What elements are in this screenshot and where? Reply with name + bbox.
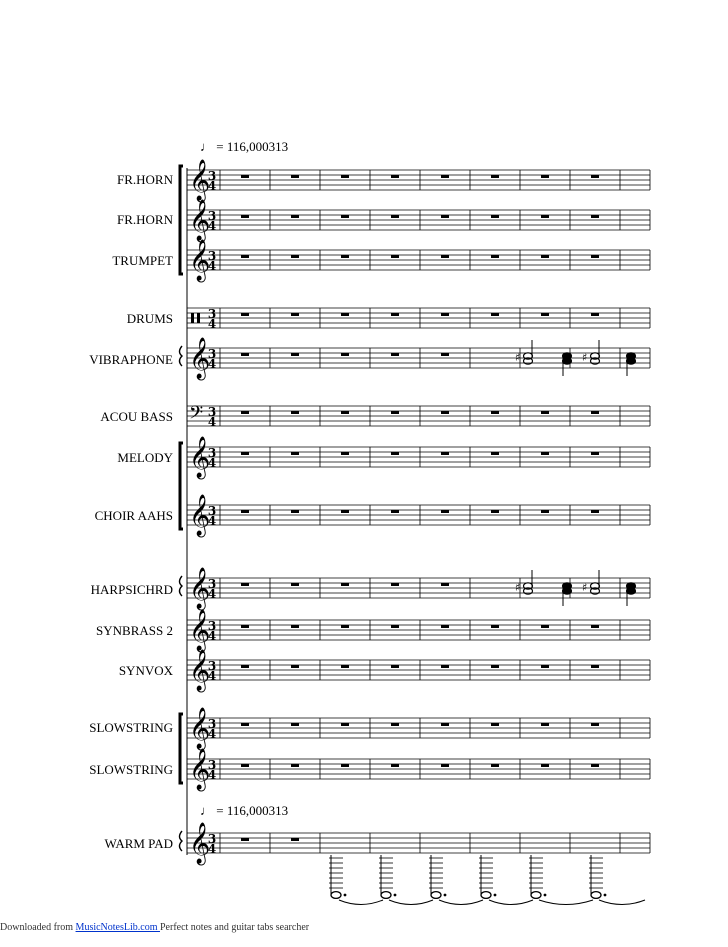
whole-rest bbox=[491, 255, 499, 258]
whole-rest bbox=[591, 764, 599, 767]
time-signature-denominator: 4 bbox=[207, 842, 217, 856]
whole-rest bbox=[391, 510, 399, 513]
whole-rest bbox=[291, 625, 299, 628]
instrument-label: FR.HORN bbox=[117, 212, 173, 227]
instrument-label: SYNBRASS 2 bbox=[96, 623, 173, 638]
time-signature-denominator: 4 bbox=[207, 587, 217, 601]
whole-rest bbox=[341, 452, 349, 455]
time-signature-denominator: 4 bbox=[207, 727, 217, 741]
time-signature-numerator: 3 bbox=[207, 249, 217, 263]
time-signature-numerator: 3 bbox=[207, 504, 217, 518]
whole-rest bbox=[391, 411, 399, 414]
treble-clef-icon: 𝄞 bbox=[189, 568, 211, 609]
whole-rest bbox=[491, 175, 499, 178]
whole-rest bbox=[441, 353, 449, 356]
whole-rest bbox=[491, 411, 499, 414]
whole-rest bbox=[341, 353, 349, 356]
time-signature-denominator: 4 bbox=[207, 629, 217, 643]
time-signature-numerator: 3 bbox=[207, 347, 217, 361]
treble-clef-icon: 𝄞 bbox=[189, 240, 211, 281]
whole-rest bbox=[241, 215, 249, 218]
staff-brace bbox=[180, 346, 183, 366]
whole-rest bbox=[541, 764, 549, 767]
tempo-mark-warm-pad: ♩ = 116,000313 bbox=[200, 803, 289, 818]
whole-rest bbox=[291, 583, 299, 586]
whole-rest bbox=[591, 313, 599, 316]
footer-link[interactable]: MusicNotesLib.com bbox=[75, 922, 160, 933]
time-signature-denominator: 4 bbox=[207, 514, 217, 528]
group-bracket bbox=[180, 166, 183, 274]
whole-rest bbox=[441, 175, 449, 178]
bass-note bbox=[431, 892, 441, 899]
time-signature-denominator: 4 bbox=[207, 219, 217, 233]
whole-rest bbox=[241, 665, 249, 668]
whole-rest bbox=[591, 452, 599, 455]
time-signature-numerator: 3 bbox=[207, 169, 217, 183]
whole-rest bbox=[391, 353, 399, 356]
quarter-note-icon: ♩ bbox=[200, 803, 213, 818]
whole-rest bbox=[591, 625, 599, 628]
tie bbox=[439, 900, 483, 905]
whole-rest bbox=[541, 665, 549, 668]
whole-rest bbox=[391, 215, 399, 218]
whole-rest bbox=[341, 510, 349, 513]
time-signature-denominator: 4 bbox=[207, 357, 217, 371]
whole-rest bbox=[391, 452, 399, 455]
instrument-label: CHOIR AAHS bbox=[94, 508, 173, 523]
chord-note bbox=[627, 358, 636, 364]
footer-suffix: Perfect notes and guitar tabs searcher bbox=[159, 922, 310, 933]
whole-rest bbox=[591, 510, 599, 513]
whole-rest bbox=[491, 313, 499, 316]
whole-rest bbox=[441, 583, 449, 586]
whole-rest bbox=[541, 411, 549, 414]
time-signature-numerator: 3 bbox=[207, 758, 217, 772]
bass-note bbox=[481, 892, 491, 899]
bass-note bbox=[381, 892, 391, 899]
staff-brace bbox=[180, 576, 183, 596]
dot bbox=[494, 894, 497, 897]
time-signature-numerator: 3 bbox=[207, 446, 217, 460]
whole-rest bbox=[291, 452, 299, 455]
footer bbox=[0, 922, 309, 933]
whole-rest bbox=[441, 723, 449, 726]
time-signature-numerator: 3 bbox=[207, 619, 217, 633]
whole-rest bbox=[341, 625, 349, 628]
whole-rest bbox=[391, 313, 399, 316]
tie bbox=[539, 900, 593, 905]
treble-clef-icon: 𝄞 bbox=[189, 650, 211, 691]
whole-rest bbox=[291, 838, 299, 841]
treble-clef-icon: 𝄞 bbox=[189, 338, 211, 379]
time-signature-numerator: 3 bbox=[207, 209, 217, 223]
treble-clef-icon: 𝄞 bbox=[189, 749, 211, 790]
whole-rest bbox=[291, 313, 299, 316]
chord-note bbox=[627, 588, 636, 594]
whole-rest bbox=[541, 452, 549, 455]
whole-rest bbox=[391, 665, 399, 668]
whole-rest bbox=[341, 665, 349, 668]
whole-rest bbox=[341, 175, 349, 178]
instrument-label: SLOWSTRING bbox=[89, 762, 173, 777]
whole-rest bbox=[341, 255, 349, 258]
whole-rest bbox=[541, 215, 549, 218]
whole-rest bbox=[541, 175, 549, 178]
tie bbox=[489, 900, 533, 905]
chord-note bbox=[563, 358, 572, 364]
time-signature-denominator: 4 bbox=[207, 456, 217, 470]
dot bbox=[444, 894, 447, 897]
whole-rest bbox=[391, 764, 399, 767]
whole-rest bbox=[491, 723, 499, 726]
instrument-label: VIBRAPHONE bbox=[89, 352, 173, 367]
whole-rest bbox=[541, 255, 549, 258]
instrument-label: SLOWSTRING bbox=[89, 720, 173, 735]
whole-rest bbox=[241, 411, 249, 414]
whole-rest bbox=[591, 723, 599, 726]
whole-rest bbox=[341, 313, 349, 316]
whole-rest bbox=[591, 665, 599, 668]
whole-rest bbox=[241, 723, 249, 726]
whole-rest bbox=[441, 764, 449, 767]
time-signature-numerator: 3 bbox=[207, 577, 217, 591]
sharp-icon: ♯ bbox=[515, 581, 521, 594]
instrument-label: DRUMS bbox=[126, 311, 173, 326]
time-signature-numerator: 3 bbox=[207, 405, 217, 419]
whole-rest bbox=[341, 723, 349, 726]
time-signature-numerator: 3 bbox=[207, 717, 217, 731]
time-signature-denominator: 4 bbox=[207, 669, 217, 683]
treble-clef-icon: 𝄞 bbox=[189, 495, 211, 536]
whole-rest bbox=[241, 452, 249, 455]
whole-rest bbox=[591, 411, 599, 414]
whole-rest bbox=[241, 625, 249, 628]
whole-rest bbox=[441, 411, 449, 414]
treble-clef-icon: 𝄞 bbox=[189, 708, 211, 749]
whole-rest bbox=[341, 764, 349, 767]
tie bbox=[389, 900, 433, 905]
bass-note bbox=[591, 892, 601, 899]
whole-rest bbox=[541, 625, 549, 628]
whole-rest bbox=[441, 215, 449, 218]
group-bracket bbox=[180, 443, 183, 529]
whole-rest bbox=[441, 510, 449, 513]
treble-clef-icon: 𝄞 bbox=[189, 160, 211, 201]
time-signature-numerator: 3 bbox=[207, 832, 217, 846]
whole-rest bbox=[441, 313, 449, 316]
whole-rest bbox=[291, 353, 299, 356]
whole-rest bbox=[491, 625, 499, 628]
whole-rest bbox=[241, 583, 249, 586]
instrument-label: HARPSICHRD bbox=[90, 582, 173, 597]
dot bbox=[394, 894, 397, 897]
whole-rest bbox=[291, 510, 299, 513]
treble-clef-icon: 𝄞 bbox=[189, 823, 211, 864]
quarter-note-icon: ♩ bbox=[200, 139, 213, 154]
whole-rest bbox=[391, 175, 399, 178]
whole-rest bbox=[591, 255, 599, 258]
whole-rest bbox=[291, 175, 299, 178]
instrument-label: ACOU BASS bbox=[100, 409, 173, 424]
sharp-icon: ♯ bbox=[582, 351, 588, 364]
tempo-mark-top: ♩ = 116,000313 bbox=[200, 139, 289, 154]
footer-prefix: Downloaded from bbox=[0, 922, 74, 933]
whole-rest bbox=[541, 313, 549, 316]
percussion-clef-icon bbox=[191, 313, 194, 323]
whole-rest bbox=[591, 215, 599, 218]
instrument-label: WARM PAD bbox=[104, 836, 173, 851]
whole-rest bbox=[241, 175, 249, 178]
whole-rest bbox=[391, 723, 399, 726]
whole-rest bbox=[491, 665, 499, 668]
time-signature-denominator: 4 bbox=[207, 259, 217, 273]
instrument-label: MELODY bbox=[117, 450, 173, 465]
group-bracket bbox=[180, 714, 183, 783]
whole-rest bbox=[491, 215, 499, 218]
instrument-label: TRUMPET bbox=[112, 253, 173, 268]
whole-rest bbox=[491, 452, 499, 455]
instrument-label: FR.HORN bbox=[117, 172, 173, 187]
staff-brace bbox=[180, 831, 183, 851]
bass-clef-icon: 𝄢 bbox=[189, 403, 204, 428]
tie bbox=[599, 900, 645, 905]
treble-clef-icon: 𝄞 bbox=[189, 610, 211, 651]
whole-rest bbox=[441, 255, 449, 258]
whole-rest bbox=[541, 723, 549, 726]
time-signature-denominator: 4 bbox=[207, 768, 217, 782]
whole-rest bbox=[341, 215, 349, 218]
time-signature-denominator: 4 bbox=[207, 179, 217, 193]
percussion-clef-icon bbox=[197, 313, 200, 323]
bass-note bbox=[531, 892, 541, 899]
whole-rest bbox=[441, 452, 449, 455]
whole-rest bbox=[291, 255, 299, 258]
bass-note bbox=[331, 892, 341, 899]
whole-rest bbox=[491, 764, 499, 767]
whole-rest bbox=[341, 583, 349, 586]
dot bbox=[544, 894, 547, 897]
whole-rest bbox=[541, 510, 549, 513]
treble-clef-icon: 𝄞 bbox=[189, 437, 211, 478]
whole-rest bbox=[441, 665, 449, 668]
whole-rest bbox=[391, 255, 399, 258]
time-signature-denominator: 4 bbox=[207, 415, 217, 429]
treble-clef-icon: 𝄞 bbox=[189, 200, 211, 241]
whole-rest bbox=[291, 764, 299, 767]
whole-rest bbox=[241, 510, 249, 513]
whole-rest bbox=[291, 723, 299, 726]
time-signature-denominator: 4 bbox=[207, 317, 217, 331]
dot bbox=[344, 894, 347, 897]
whole-rest bbox=[591, 175, 599, 178]
whole-rest bbox=[241, 764, 249, 767]
whole-rest bbox=[391, 583, 399, 586]
whole-rest bbox=[291, 665, 299, 668]
whole-rest bbox=[241, 838, 249, 841]
sharp-icon: ♯ bbox=[582, 581, 588, 594]
whole-rest bbox=[291, 411, 299, 414]
sharp-icon: ♯ bbox=[515, 351, 521, 364]
whole-rest bbox=[241, 313, 249, 316]
whole-rest bbox=[391, 625, 399, 628]
tie bbox=[339, 900, 383, 905]
whole-rest bbox=[491, 510, 499, 513]
whole-rest bbox=[291, 215, 299, 218]
chord-note bbox=[563, 588, 572, 594]
instrument-label: SYNVOX bbox=[118, 663, 173, 678]
whole-rest bbox=[441, 625, 449, 628]
time-signature-numerator: 3 bbox=[207, 307, 217, 321]
whole-rest bbox=[341, 411, 349, 414]
time-signature-numerator: 3 bbox=[207, 659, 217, 673]
dot bbox=[604, 894, 607, 897]
whole-rest bbox=[241, 255, 249, 258]
whole-rest bbox=[241, 353, 249, 356]
